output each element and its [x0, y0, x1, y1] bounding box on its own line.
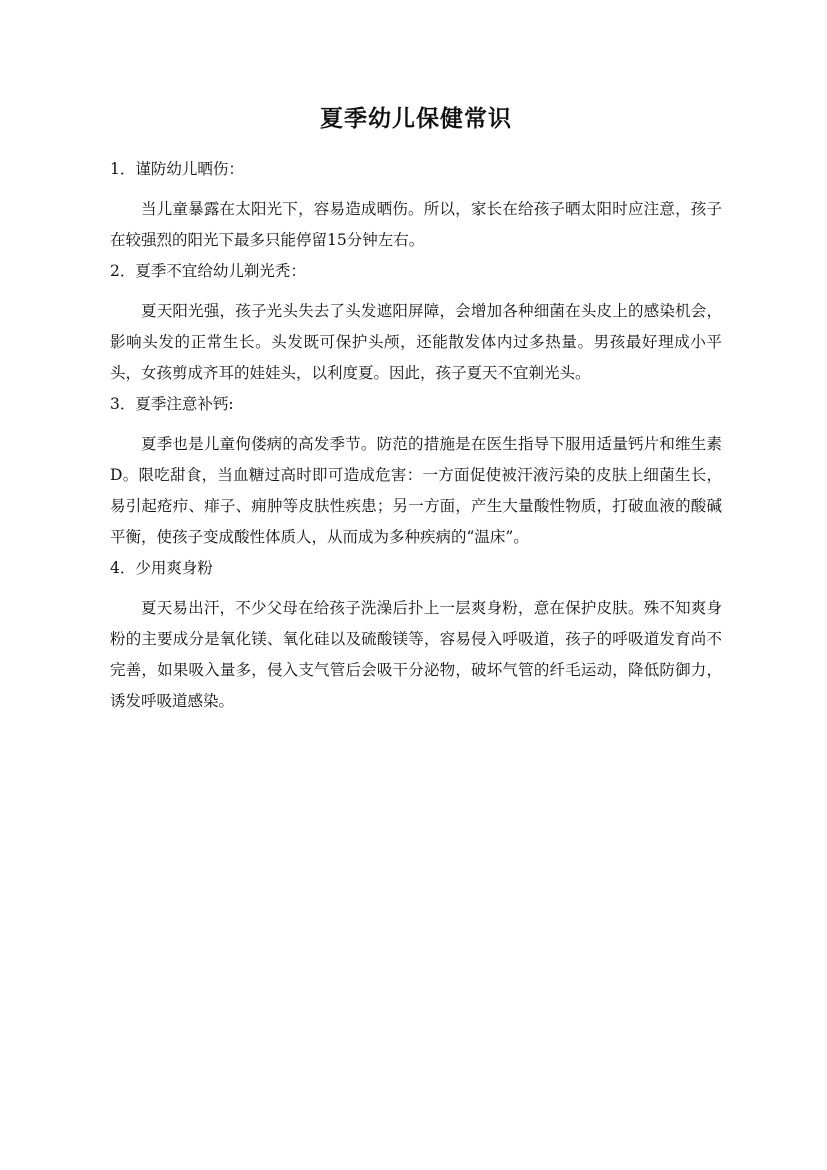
section-body: 夏天易出汗，不少父母在给孩子洗澡后扑上一层爽身粉，意在保护皮肤。殊不知爽身粉的主要成分是氧化镁、氧化硅以及硫酸镁等，容易侵入呼吸道，孩子的呼吸道发育尚不完善，如果吸入量多，侵入支气管后会吸干分泌物，破坏气管的纤毛运动，降低防御力，诱发呼吸道感染。: [110, 599, 722, 710]
section-body: 夏天阳光强，孩子光头失去了头发遮阳屏障，会增加各种细菌在头皮上的感染机会，影响头发的正常生长。头发既可保护头颅，还能散发体内过多热量。男孩最好理成小平头，女孩剪成齐耳的娃娃头，以利度夏。因此，孩子夏天不宜剃光头。: [110, 302, 722, 382]
section-sunburn: [110, 158, 722, 256]
section-heading: 3．夏季注意补钙:: [110, 395, 234, 413]
section-powder: [110, 557, 722, 717]
section-body: 当儿童暴露在太阳光下，容易造成晒伤。所以，家长在给孩子晒太阳时应注意，孩子在较强烈的阳光下最多只能停留15分钟左右。: [110, 200, 722, 249]
section-heading: 2．夏季不宜给幼儿剃光秃：: [110, 262, 306, 280]
section-body: 夏季也是儿童佝偻病的高发季节。防范的措施是在医生指导下服用适量钙片和维生素D。限吃甜食，当血糖过高时即可造成危害：一方面促使被汗液污染的皮肤上细菌生长，易引起疮疖、痱子、痈肿等皮肤性疾患；另一方面，产生大量酸性物质，打破血液的酸碱平衡，使孩子变成酸性体质人，从而成为多种疾病的“温床”。: [110, 435, 722, 546]
section-heading: 4．少用爽身粉: [110, 559, 213, 577]
document-title: 夏季幼儿保健常识: [320, 105, 512, 132]
document-page: [110, 102, 722, 721]
section-shaving: [110, 260, 722, 389]
section-heading: 1．谨防幼儿晒伤：: [110, 160, 244, 178]
section-calcium: [110, 393, 722, 553]
